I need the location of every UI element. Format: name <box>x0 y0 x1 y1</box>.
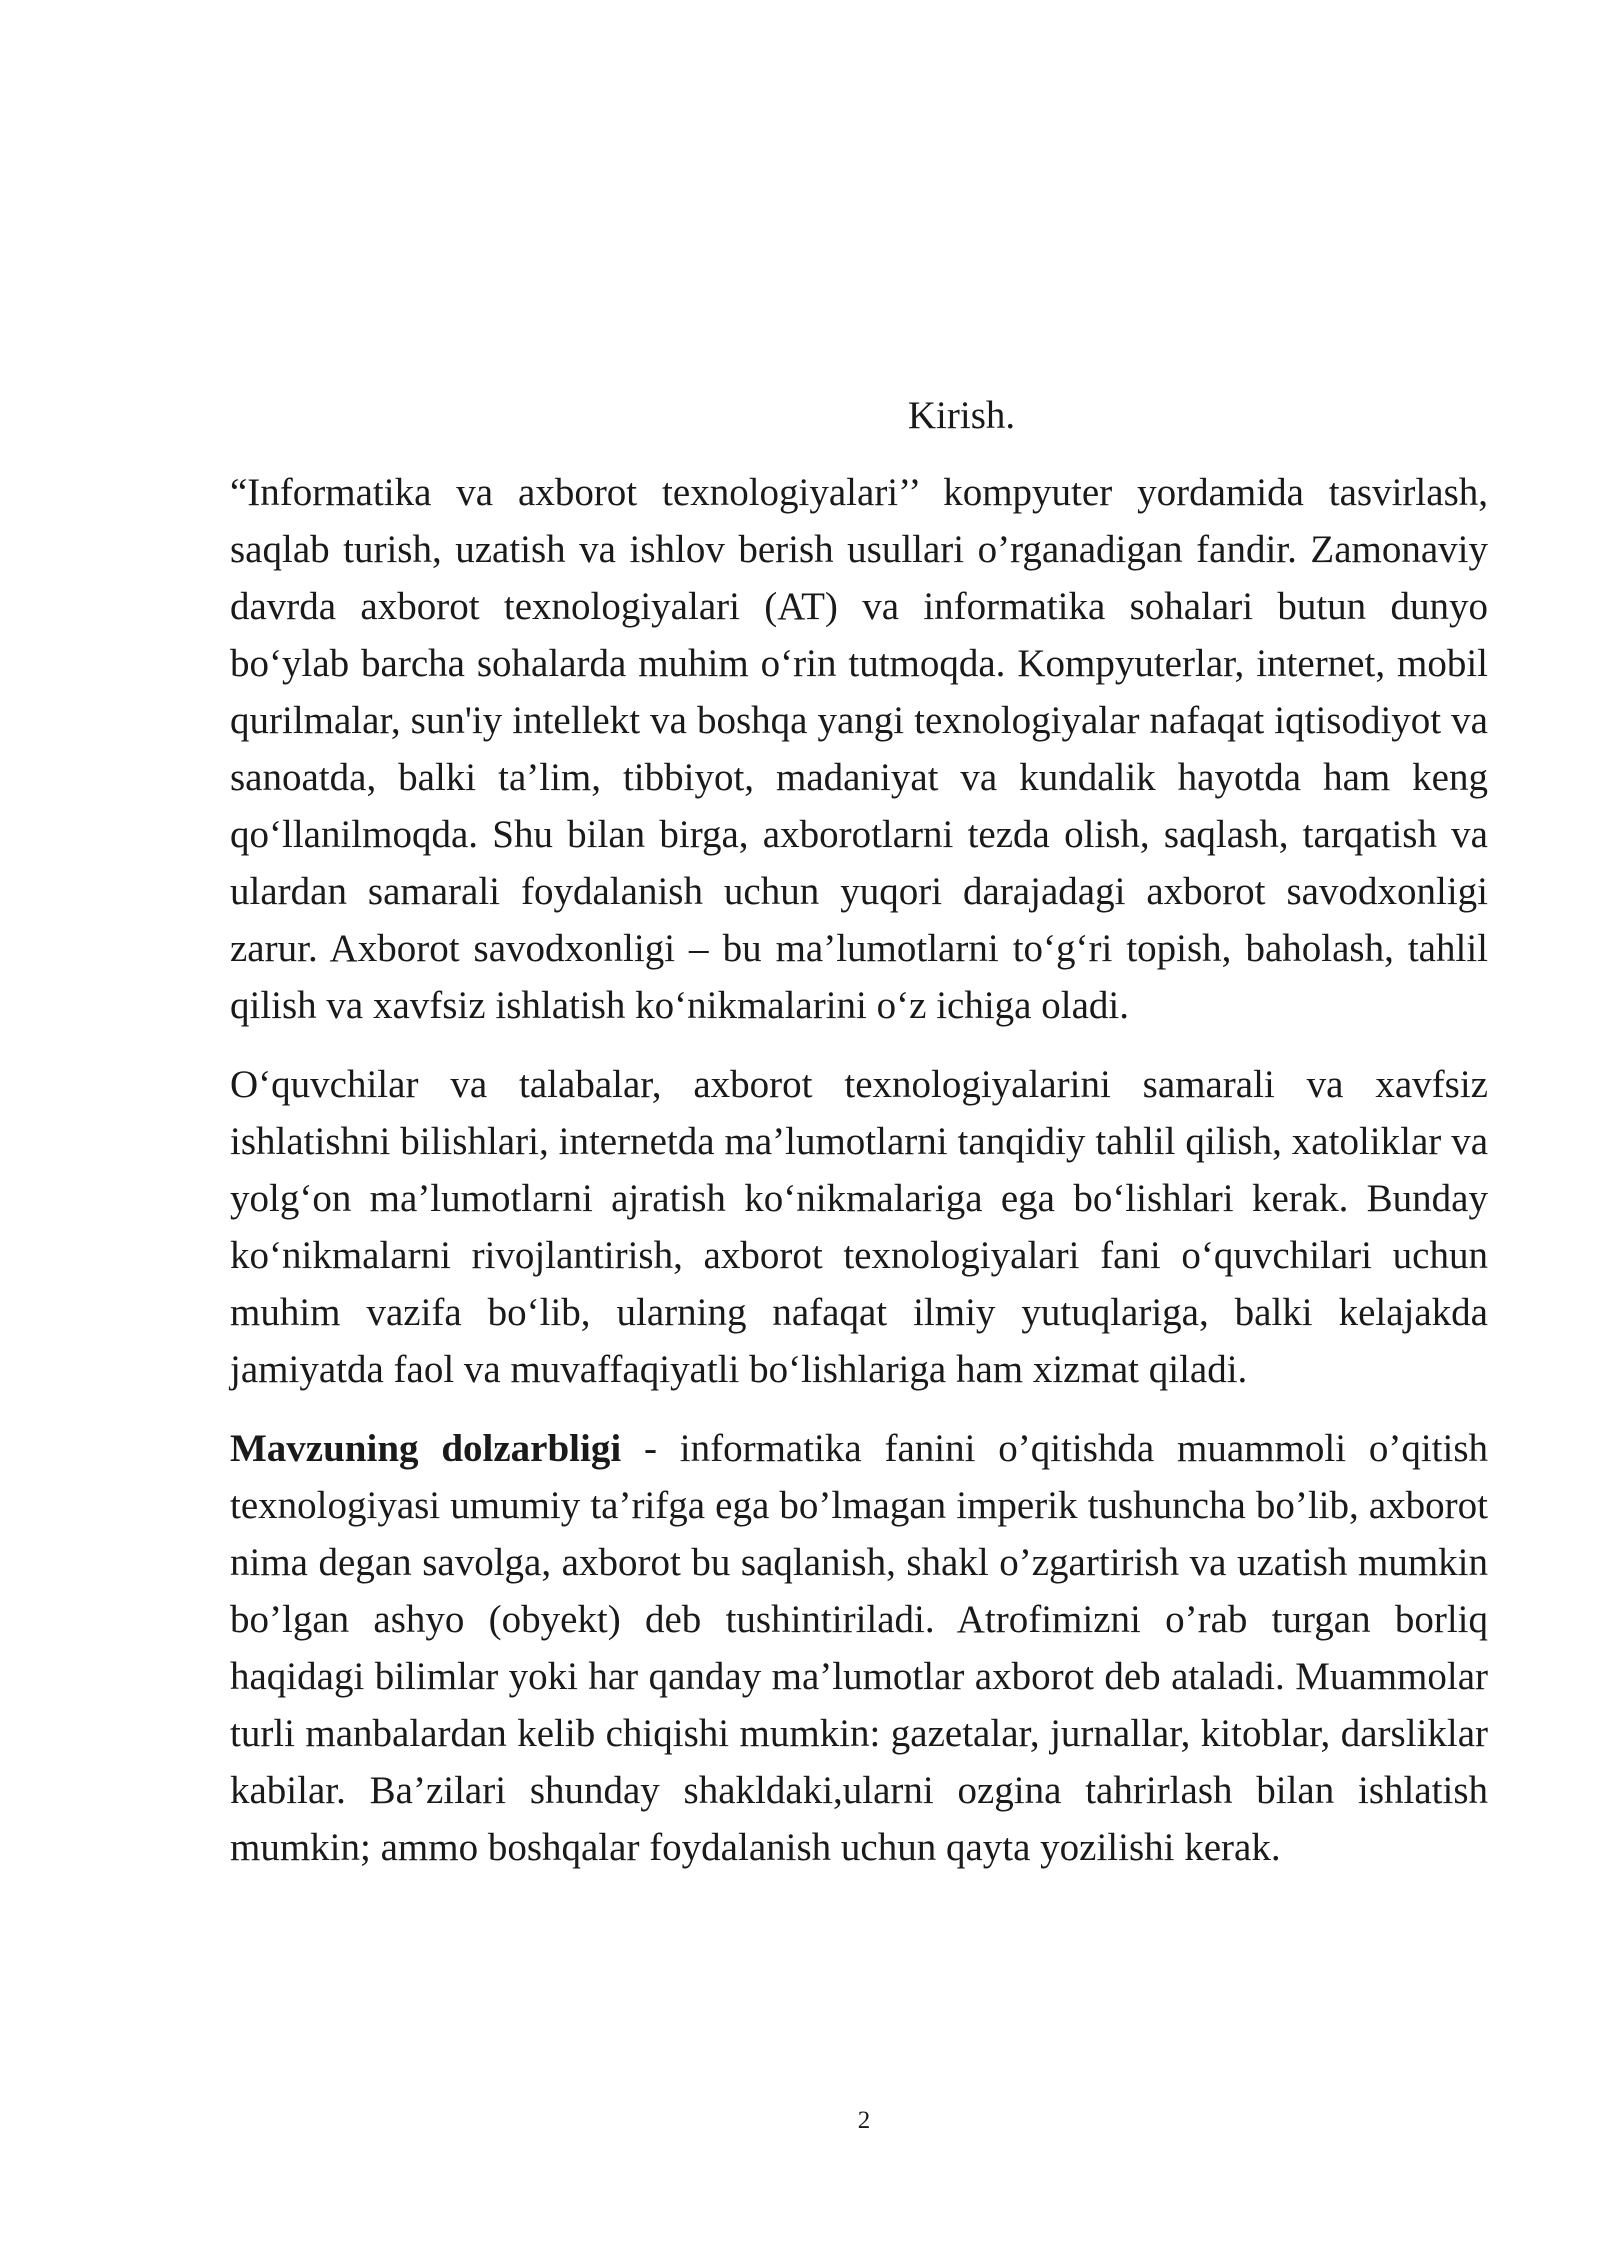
paragraph-students <box>230 1056 1488 1398</box>
paragraph-text: Oʻquvchilar va talabalar, axborot texnologiyalarini samarali va xavfsiz ishlatishni bilishlari, internetda ma’lumotlarni tanqidiy tahlil qilish, xatoliklar va yolgʻon ma’lumotlarni ajratish koʻnikmalariga ega boʻlishlari kerak. Bunday koʻnikmalarni rivojlantirish, axborot texnologiyalari fani oʻquvchilari uchun muhim vazifa boʻlib, ularning nafaqat ilmiy yutuqlariga, balki kelajakda jamiyatda faol va muvaffaqiyatli boʻlishlariga ham xizmat qiladi. <box>230 1063 1488 1391</box>
paragraph-lead-bold: Mavzuning dolzarbligi <box>230 1427 622 1470</box>
paragraph-intro <box>230 464 1488 1034</box>
page-body <box>230 387 1488 1898</box>
paragraph-relevance <box>230 1420 1488 1876</box>
page-number: 2 <box>857 2107 871 2134</box>
paragraph-text: “Informatika va axborot texnologiyalari’’ kompyuter yordamida tasvirlash, saqlab turish, uzatish va ishlov berish usullari o’rganadigan fandir. Zamonaviy davrda axborot texnologiyalari (AT) va informatika sohalari butun dunyo boʻylab barcha sohalarda muhim oʻrin tutmoqda. Kompyuterlar, internet, mobil qurilmalar, sun'iy intellekt va boshqa yangi texnologiyalar nafaqat iqtisodiyot va sanoatda, balki ta’lim, tibbiyot, madaniyat va kundalik hayotda ham keng qoʻllanilmoqda. Shu bilan birga, axborotlarni tezda olish, saqlash, tarqatish va ulardan samarali foydalanish uchun yuqori darajadagi axborot savodxonligi zarur. Axborot savodxonligi – bu ma’lumotlarni toʻgʻri topish, baholash, tahlil qilish va xavfsiz ishlatish koʻnikmalarini oʻz ichiga oladi. <box>230 471 1488 1027</box>
page-title: Kirish. <box>907 394 1016 437</box>
paragraph-text: - informatika fanini o’qitishda muammoli o’qitish texnologiyasi umumiy ta’rifga ega bo’lmagan imperik tushuncha bo’lib, axborot nima degan savolga, axborot bu saqlanish, shakl o’zgartirish va uzatish mumkin bo’lgan ashyo (obyekt) deb tushintiriladi. Atrofimizni o’rab turgan borliq haqidagi bilimlar yoki har qanday ma’lumotlar axborot deb ataladi. Muammolar turli manbalardan kelib chiqishi mumkin: gazetalar, jurnallar, kitoblar, darsliklar kabilar. Ba’zilari shunday shakldaki,ularni ozgina tahrirlash bilan ishlatish mumkin; ammo boshqalar foydalanish uchun qayta yozilishi kerak. <box>230 1427 1488 1869</box>
